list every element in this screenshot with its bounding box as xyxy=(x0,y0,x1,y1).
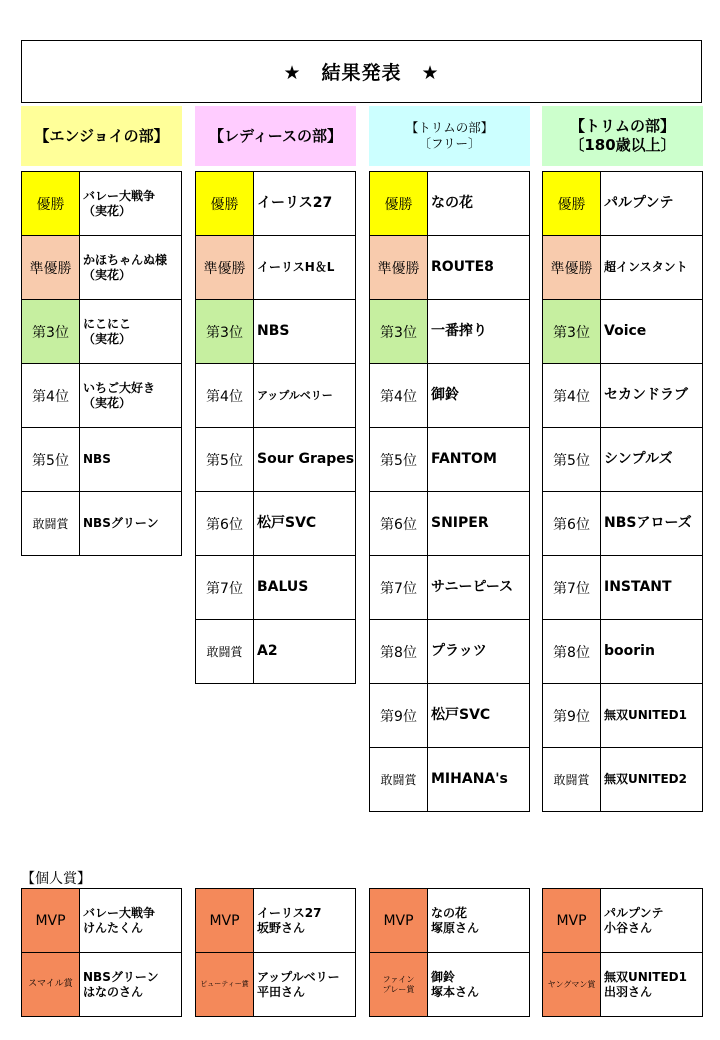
award-row xyxy=(369,888,530,953)
result-row xyxy=(21,235,182,300)
division-subtitle: 〔180歳以上〕 xyxy=(569,136,676,154)
team-name: Voice xyxy=(604,323,647,340)
result-row xyxy=(195,171,356,236)
rank-label: 第3位 xyxy=(543,300,601,363)
rank-label: 第3位 xyxy=(196,300,254,363)
rank-label: 第7位 xyxy=(370,556,428,619)
result-row xyxy=(369,363,530,428)
result-row xyxy=(21,299,182,364)
division-header xyxy=(195,106,356,166)
result-row xyxy=(542,363,703,428)
rank-label: 準優勝 xyxy=(370,236,428,299)
team-name: INSTANT xyxy=(604,579,672,596)
team-name: Sour Grapes xyxy=(257,451,355,468)
result-row xyxy=(542,683,703,748)
rank-label: 第7位 xyxy=(196,556,254,619)
team-name: バレー大戦争 （実花） xyxy=(83,189,156,218)
result-row xyxy=(195,299,356,364)
award-winner: イーリス27 坂野さん xyxy=(257,906,322,935)
rank-label: 第3位 xyxy=(370,300,428,363)
award-group xyxy=(195,888,356,1017)
individual-awards-title: 【個人賞】 xyxy=(21,871,91,887)
rank-label: 第6位 xyxy=(196,492,254,555)
rank-label: 第6位 xyxy=(543,492,601,555)
rank-label: 準優勝 xyxy=(22,236,80,299)
award-winner: なの花 塚原さん xyxy=(431,906,480,935)
award-winner: アップルベリー 平田さん xyxy=(257,970,340,999)
rank-label: 第9位 xyxy=(543,684,601,747)
award-label: MVP xyxy=(543,889,601,952)
award-label: スマイル賞 xyxy=(22,953,80,1016)
result-row xyxy=(542,619,703,684)
division-enjoy xyxy=(21,106,182,531)
award-row xyxy=(542,952,703,1017)
team-name: にこにこ （実花） xyxy=(83,317,132,346)
result-row xyxy=(369,171,530,236)
result-row xyxy=(195,619,356,684)
division-trim-180 xyxy=(542,106,703,787)
rank-label: 優勝 xyxy=(370,172,428,235)
result-row xyxy=(542,491,703,556)
rank-label: 優勝 xyxy=(22,172,80,235)
team-name: SNIPER xyxy=(431,515,489,532)
division-trim-free xyxy=(369,106,530,788)
award-label: ファイン プレー賞 xyxy=(370,953,428,1016)
award-row xyxy=(369,952,530,1017)
result-row xyxy=(542,555,703,620)
rank-label: 第4位 xyxy=(22,364,80,427)
result-row xyxy=(369,299,530,364)
rank-label: 第8位 xyxy=(543,620,601,683)
award-row xyxy=(21,952,182,1017)
team-name: セカンドラブ xyxy=(604,387,688,404)
result-row xyxy=(369,491,530,556)
award-winner: バレー大戦争 けんたくん xyxy=(83,906,156,935)
result-row xyxy=(369,619,530,684)
result-row xyxy=(21,427,182,492)
award-label: MVP xyxy=(370,889,428,952)
result-row xyxy=(369,555,530,620)
award-group xyxy=(21,888,182,1017)
result-row xyxy=(195,363,356,428)
award-winner: NBSグリーン はなのさん xyxy=(83,970,159,999)
team-name: イーリス27 xyxy=(257,195,333,212)
team-name: プラッツ xyxy=(431,643,487,660)
result-row xyxy=(21,491,182,556)
team-name: いちご大好き （実花） xyxy=(83,381,156,410)
result-row xyxy=(369,747,530,812)
result-row xyxy=(542,747,703,812)
rank-label: 優勝 xyxy=(196,172,254,235)
result-row xyxy=(542,299,703,364)
team-name: 無双UNITED1 xyxy=(604,708,687,723)
rank-label: 第6位 xyxy=(370,492,428,555)
rank-label: 敢闘賞 xyxy=(543,748,601,811)
division-title: 【レディースの部】 xyxy=(208,126,343,145)
result-row xyxy=(369,683,530,748)
rank-label: 第8位 xyxy=(370,620,428,683)
award-group xyxy=(369,888,530,1017)
division-title: 【トリムの部】 xyxy=(569,117,675,136)
result-row xyxy=(195,491,356,556)
team-name: 御鈴 xyxy=(431,387,459,404)
award-winner: 無双UNITED1 出羽さん xyxy=(604,970,687,999)
rank-label: 第7位 xyxy=(543,556,601,619)
team-name: FANTOM xyxy=(431,451,497,468)
rank-label: 準優勝 xyxy=(543,236,601,299)
division-title: 【エンジョイの部】 xyxy=(34,126,169,145)
team-name: NBSグリーン xyxy=(83,516,159,531)
result-row xyxy=(369,235,530,300)
rank-label: 第5位 xyxy=(196,428,254,491)
award-label: MVP xyxy=(196,889,254,952)
rank-label: 第4位 xyxy=(370,364,428,427)
rank-label: 第9位 xyxy=(370,684,428,747)
award-label: ビューティー賞 xyxy=(196,953,254,1016)
team-name: 松戸SVC xyxy=(257,515,317,532)
team-name: シンプルズ xyxy=(604,451,673,468)
award-label: ヤングマン賞 xyxy=(543,953,601,1016)
division-title: 【トリムの部】 xyxy=(405,120,494,136)
team-name: かほちゃんぬ様 （実花） xyxy=(83,253,168,282)
result-row xyxy=(21,363,182,428)
rank-label: 優勝 xyxy=(543,172,601,235)
rank-label: 第5位 xyxy=(22,428,80,491)
team-name: NBSアローズ xyxy=(604,515,692,532)
result-row xyxy=(542,235,703,300)
rank-label: 第4位 xyxy=(543,364,601,427)
award-group xyxy=(542,888,703,1017)
division-subtitle: 〔フリー〕 xyxy=(418,136,481,151)
award-row xyxy=(195,952,356,1017)
team-name: サニーピース xyxy=(431,579,514,596)
rank-label: 第4位 xyxy=(196,364,254,427)
team-name: boorin xyxy=(604,643,655,660)
award-winner: 御鈴 塚本さん xyxy=(431,970,480,999)
team-name: NBS xyxy=(257,323,290,340)
rank-label: 敢闘賞 xyxy=(22,492,80,555)
award-row xyxy=(195,888,356,953)
rank-label: 第3位 xyxy=(22,300,80,363)
team-name: 無双UNITED2 xyxy=(604,772,687,787)
award-row xyxy=(542,888,703,953)
result-row xyxy=(542,171,703,236)
team-name: 一番搾り xyxy=(431,323,487,340)
team-name: パルプンテ xyxy=(604,195,674,212)
rank-label: 第5位 xyxy=(370,428,428,491)
team-name: 松戸SVC xyxy=(431,707,491,724)
team-name: ROUTE8 xyxy=(431,259,494,276)
award-label: MVP xyxy=(22,889,80,952)
rank-label: 第5位 xyxy=(543,428,601,491)
result-row xyxy=(195,427,356,492)
result-row xyxy=(369,427,530,492)
team-name: A2 xyxy=(257,643,278,660)
result-row xyxy=(195,555,356,620)
team-name: BALUS xyxy=(257,579,309,596)
result-row xyxy=(21,171,182,236)
team-name: NBS xyxy=(83,452,111,467)
rank-label: 敢闘賞 xyxy=(370,748,428,811)
result-row xyxy=(542,427,703,492)
page-title: ★ 結果発表 ★ xyxy=(21,40,702,103)
rank-label: 準優勝 xyxy=(196,236,254,299)
team-name: MIHANA's xyxy=(431,771,508,788)
division-header xyxy=(369,106,530,166)
award-row xyxy=(21,888,182,953)
result-row xyxy=(195,235,356,300)
division-ladies xyxy=(195,106,356,660)
team-name: なの花 xyxy=(431,195,473,212)
division-header xyxy=(21,106,182,166)
division-header xyxy=(542,106,703,166)
team-name: 超インスタント xyxy=(604,260,688,275)
team-name: イーリスH＆L xyxy=(257,260,335,275)
rank-label: 敢闘賞 xyxy=(196,620,254,683)
award-winner: パルプンテ 小谷さん xyxy=(604,906,664,935)
team-name: アップルベリー xyxy=(257,388,333,402)
